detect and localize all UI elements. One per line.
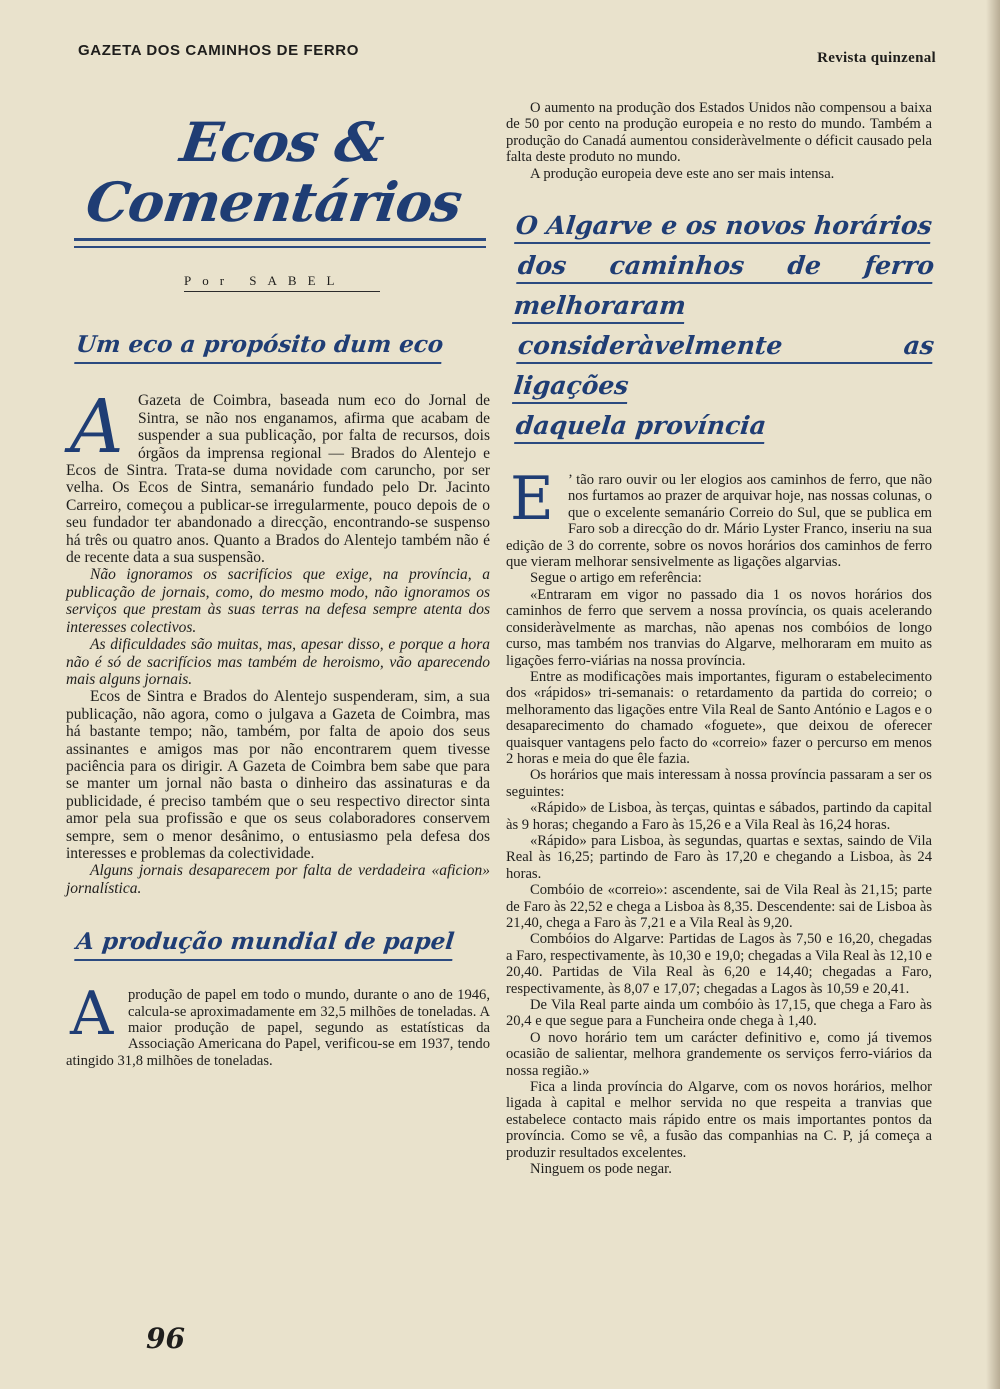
article-paragraph: Fica a linda província do Algarve, com os novos horários, melhor ligada à capital e melhor servida no que respeita a tranvias que estabelece contacto mais rápido entre os mais importantes pontos da província. Como se vê, a fusão das companhias na C. P, já começa a produzir resultados excelentes. [506,1079,932,1161]
headline-line: consideràvelmente as ligações [512,326,936,406]
right-column [506,100,936,1178]
article-paragraph: Ninguem os pode negar. [530,1161,672,1178]
article-paragraph: O aumento na produção dos Estados Unidos não compensou a baixa de 50 por cento na produção europeia e no resto do mundo. Também a produção do Canadá aumentou consideràvelmente o déficit causado pela falta deste produto no mundo. [506,100,932,166]
article-paragraph: produção de papel em todo o mundo, durante o ano de 1946, calcula-se aproximadamente em 32,5 milhões de toneladas. A maior produção de papel, segundo as estatísticas da Associação Americana do Papel, verificou-se em 1937, tendo atingido 31,8 milhões de toneladas. [66,987,490,1069]
section-headline-papel: A produção mundial de papel [74,927,455,961]
page-edge-shadow [986,0,1000,1389]
article-paragraph: Ecos de Sintra e Brados do Alentejo suspenderam, sim, a sua publicação, não agora, como o julgava a Gazeta de Coimbra, mas há bastante tempo; não, também, por falta de apoio dos seus assinantes e amigos mas por não encontrarem quem tivesse paciência para os dirigir. A Gazeta de Coimbra bem sabe que para se manter um jornal não basta o dinheiro das assinaturas e da publicidade, é preciso também que o seu respectivo director sinta amor pela sua profissão e que os seus colaboradores conservem sempre, sem o menor desânimo, o entusiasmo pela defesa dos interesses e problemas da colectividade. [66,688,490,862]
article-paragraph: A produção europeia deve este ano ser mais intensa. [530,165,835,182]
article-paragraph: Combóio de «correio»: ascendente, sai de Vila Real às 21,15; parte de Faro às 22,52 e chega a Lisboa às 8,35. Descendente: sai de Lisboa às 21,40, chega a Faro às 7,21 e a Vila Real às 9,20. [506,882,932,931]
article-paragraph: «Rápido» de Lisboa, às terças, quintas e sábados, partindo da capital às 9 horas; chegando a Faro às 15,26 e a Vila Real às 16,24 horas. [506,800,932,833]
drop-cap: E [510,464,554,535]
article-paragraph: «Rápido» para Lisboa, às segundas, quartas e sextas, saindo de Vila Real às 16,25; partindo de Faro às 17,20 e chegando a Lisboa, às 24 horas. [506,832,932,882]
article-paragraph: O novo horário tem um carácter definitivo e, como já tivemos ocasião de salientar, melhora grandemente os serviços ferro-viários da nossa região.» [506,1029,932,1079]
article-paragraph: As dificuldades são muitas, mas, apesar disso, e porque a hora não é só de sacrifícios mas também de heroismo, vão aparecendo mais alguns jornais. [66,636,490,688]
section-headline-algarve [506,206,936,446]
running-head-subtitle: Revista quinzenal [817,50,936,66]
article-paragraph: Os horários que mais interessam à nossa província passaram a ser os seguintes: [506,767,932,800]
drop-cap: A [70,979,114,1050]
article-paragraph: ’ tão raro ouvir ou ler elogios aos caminhos de ferro, que não nos furtamos ao prazer de arquivar hoje, nas nossas colunas, o que o excelente semanário Correio do Sul, que se publica em Faro sob a direcção do dr. Mário Lyster Franco, inseriu na sua edição de 3 do corrente, sobre os novos horários dos caminhos de ferro que vieram melhorar sensivelmente as ligações algarvias. [506,472,932,571]
article-paragraph: Entre as modificações mais importantes, figuram o estabelecimento dos «rápidos» tri-semanais: o retardamento da partida do correio; o melhoramento das ligações entre Vila Real de Santo António e Lagos e o desaparecimento do chamado «foguete», que deixou de oferecer quaisquer vantagens pelo facto do «correio» fazer o percurso em menos 2 horas e meia do que êle fazia. [506,668,932,767]
headline-line: O Algarve e os novos horários [514,206,934,246]
drop-cap: A [70,384,124,471]
section-headline-eco: Um eco a propósito dum eco [74,330,445,364]
byline: Por SABEL [184,272,380,292]
running-head-title: GAZETA DOS CAMINHOS DE FERRO [78,42,359,59]
article-paragraph: De Vila Real parte ainda um combóio às 17,15, que chega a Faro às 20,4 e que segue para a Funcheira onde chega à 1,40. [506,997,932,1030]
article-paragraph: Combóios do Algarve: Partidas de Lagos às 7,50 e 16,20, chegadas a Faro, respectivamente, às 10,30 e 19,0; chegadas a Vila Real às 12,10 e 20,40. Partidas de Vila Real às 6,20 e 14,40; chegadas a Faro, respectivamente, às 8,07 e 17,07; chegadas a Lagos às 10,59 e 20,41. [506,931,932,997]
article-papel [66,979,490,1069]
page-number: 96 [146,1322,185,1355]
article-algarve [506,464,932,1178]
article-paragraph: Alguns jornais desaparecem por falta de verdadeira «aficion» jornalística. [66,862,490,897]
headline-line: daquela província [514,406,934,446]
article-paragraph: Segue o artigo em referência: [530,570,702,587]
left-column [66,98,490,1069]
headline-line: dos caminhos de ferro melhoraram [512,246,936,326]
masthead-title: Ecos & Comentários [82,110,466,234]
masthead-rule [74,238,486,248]
article-paragraph: «Entraram em vigor no passado dia 1 os novos horários dos caminhos de ferro que servem a nossa província, os quais acelerando consideràvelmente as marchas, não apenas nos combóios de longo curso, mas também nos tranvias do Algarve, melhoraram em muito as ligações ferro-viárias na nossa província. [506,586,932,669]
article-eco [66,384,490,897]
article-paragraph: Não ignoramos os sacrifícios que exige, na província, a publicação de jornais, como, do mesmo modo, não ignoramos os serviços que prestam às suas terras na defesa sempre atenta dos interesses colectivos. [66,566,490,636]
article-paragraph: Gazeta de Coimbra, baseada num eco do Jornal de Sintra, se não nos enganamos, afirma que acabam de suspender a sua publicação, por falta de recursos, dois órgãos da imprensa regional — Brados do Alentejo e Ecos de Sintra. Trata-se duma novidade com caruncho, por ser velha. Os Ecos de Sintra, semanário fundado pelo Dr. Jacinto Carreiro, começou a publicar-se irregularmente, pouco depois de o seu fundador ter abandonado a direcção, encontrando-se suspenso há três ou quatro anos. Quanto a Brados do Alentejo também não é de recente data a sua suspensão. [66,392,490,567]
